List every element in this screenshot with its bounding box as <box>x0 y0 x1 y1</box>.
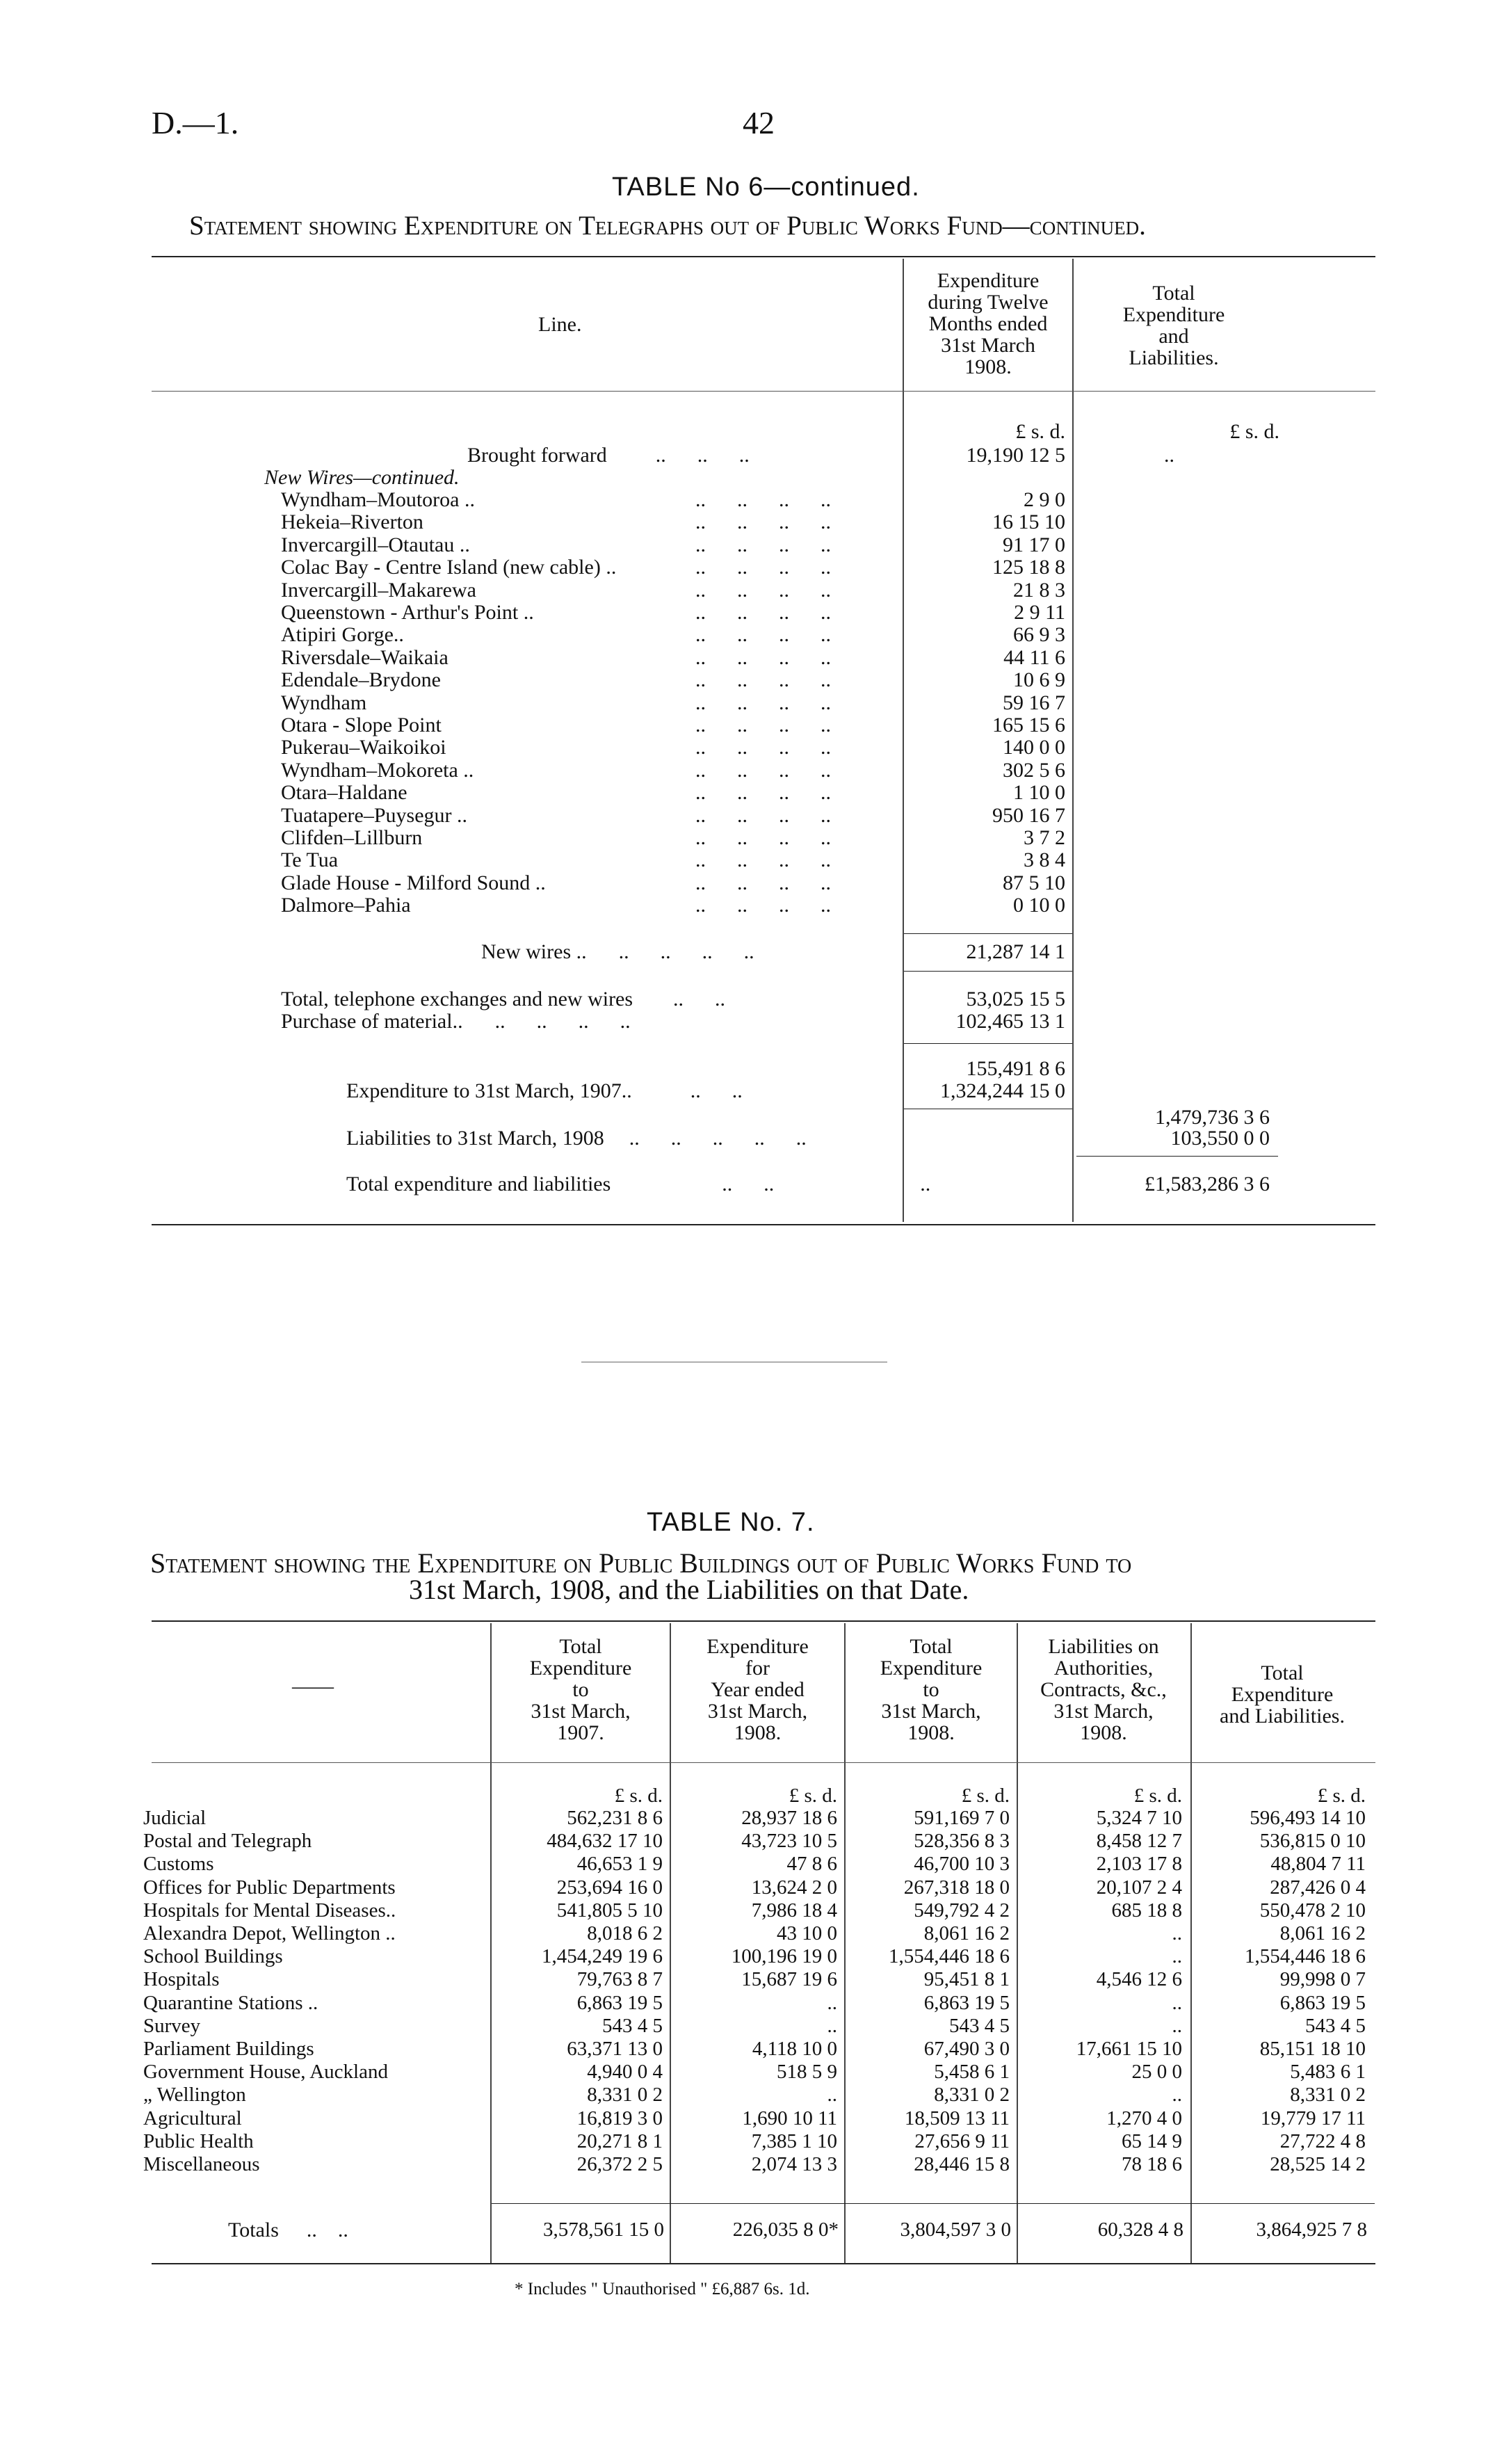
table7-cell: 27,656 9 11 <box>914 2129 1010 2152</box>
table6-row-value: 91 17 0 <box>1003 533 1065 556</box>
table6-row-leader: .. .. .. .. <box>695 714 831 736</box>
table7-cell: 8,331 0 2 <box>587 2084 663 2107</box>
table7-col-header-line: Contracts, &c., <box>1040 1678 1167 1701</box>
table7-cell: .. <box>1172 2014 1182 2037</box>
table7-total-cell: 3,804,597 3 0 <box>900 2219 1011 2241</box>
table6-row-value: 87 5 10 <box>1003 871 1065 894</box>
table6-row-value: 302 5 6 <box>1003 758 1065 782</box>
table7-cell: 85,151 18 10 <box>1259 2038 1366 2060</box>
liabilities-rule <box>1076 1156 1278 1157</box>
table6-row-value: 44 11 6 <box>1003 645 1065 669</box>
table7-col-header-line: Year ended <box>711 1678 805 1701</box>
table7-cell: 28,937 18 6 <box>741 1807 837 1829</box>
table7-cell: 543 4 5 <box>602 2014 663 2037</box>
table7-col-header-line: for <box>745 1657 770 1680</box>
table7-cell: 43,723 10 5 <box>741 1830 837 1853</box>
table7-top-rule <box>152 1620 1375 1622</box>
table6-row-label: Pukerau–Waikoikoi <box>281 736 446 759</box>
table7-cell: 28,525 14 2 <box>1270 2153 1366 2175</box>
table7-cell: 1,454,249 19 6 <box>542 1945 663 1968</box>
grand-total-value: £1,583,286 3 6 <box>1145 1173 1270 1195</box>
table7-cell: 685 18 8 <box>1111 1899 1182 1922</box>
table7-cell: 8,331 0 2 <box>1290 2084 1366 2107</box>
table7-row-label: Hospitals for Mental Diseases.. <box>143 1899 396 1922</box>
table6-header-rule <box>152 391 1375 392</box>
table7-cell: 484,632 17 10 <box>547 1830 663 1853</box>
subtotal-rule <box>904 1043 1072 1044</box>
table7-cell: .. <box>1172 1945 1182 1968</box>
table6-row-value: 125 18 8 <box>992 556 1065 579</box>
table6-statement: Statement showing Expenditure on Telegraphs out of Public Works Fund—continued. <box>189 211 1146 241</box>
table7-cell: 17,661 15 10 <box>1076 2038 1182 2060</box>
table7-cell: .. <box>827 2014 837 2037</box>
table6-bottom-rule <box>152 1224 1375 1225</box>
brought-forward-label: Brought forward .. .. .. <box>467 444 750 467</box>
table6-row-leader: .. .. .. .. <box>695 533 831 556</box>
table7-cell: 25 0 0 <box>1131 2061 1182 2084</box>
table7-col-header-line: 31st March, <box>707 1700 808 1723</box>
table6-row-leader: .. .. .. .. <box>695 691 831 714</box>
table6-row-value: 2 9 0 <box>1024 488 1065 511</box>
table6-units-total: £ s. d. <box>1229 420 1279 443</box>
table7-row-label: Postal and Telegraph <box>143 1830 312 1853</box>
table6-top-rule <box>152 256 1375 257</box>
table7-row-label: Customs <box>143 1853 214 1876</box>
table6-row-leader: .. .. .. .. <box>695 645 831 669</box>
table6-row-label: Invercargill–Otautau .. <box>281 533 470 556</box>
table7-cell: 543 4 5 <box>949 2014 1010 2037</box>
table7-cell: 1,270 4 0 <box>1106 2107 1182 2129</box>
page-number: 42 <box>743 105 775 140</box>
table7-cell: 95,451 8 1 <box>923 1968 1010 1991</box>
table7-cell: 541,805 5 10 <box>556 1899 663 1922</box>
table6-row-label: Clifden–Lillburn <box>281 826 423 849</box>
table7-cell: 1,554,446 18 6 <box>889 1945 1010 1968</box>
table7-row-label: Parliament Buildings <box>143 2038 314 2060</box>
liabilities-label: Liabilities to 31st March, 1908 .. .. .. .. .. <box>346 1127 807 1150</box>
table6-heading: TABLE No 6—continued. <box>612 172 920 202</box>
table7-cell: 18,509 13 11 <box>904 2107 1010 2129</box>
table7-units: £ s. d. <box>961 1785 1010 1807</box>
table6-col-divider <box>903 259 904 1222</box>
subtotal-value: 155,491 8 6 <box>966 1057 1065 1080</box>
table7-row-label: Government House, Auckland <box>143 2061 388 2084</box>
table6-row-value: 66 9 3 <box>1013 623 1065 647</box>
new-wires-rule-bottom <box>904 971 1072 972</box>
table6-row-value: 1 10 0 <box>1013 781 1065 805</box>
table7-total-cell: 3,578,561 15 0 <box>543 2219 664 2241</box>
table6-row-value: 10 6 9 <box>1013 668 1065 692</box>
table7-cell: 4,546 12 6 <box>1096 1968 1182 1991</box>
table6-row-leader: .. .. .. .. <box>695 826 831 849</box>
table6-row-label: Invercargill–Makarewa <box>281 578 476 602</box>
table7-total-cell: 226,035 8 0* <box>732 2219 839 2241</box>
table7-cell: 7,385 1 10 <box>751 2129 837 2152</box>
table7-footnote: * Includes " Unauthorised " £6,887 6s. 1d. <box>515 2280 810 2298</box>
table7-cell: 1,554,446 18 6 <box>1245 1945 1366 1968</box>
table7-row-label: Public Health <box>143 2129 254 2152</box>
table7-cell: 46,700 10 3 <box>914 1853 1010 1876</box>
table7-cell: 100,196 19 0 <box>731 1945 837 1968</box>
table7-statement-line2: 31st March, 1908, and the Liabilities on that Date. <box>409 1574 969 1605</box>
page-ref: D.—1. <box>152 105 239 140</box>
table6-row-leader: .. .. .. .. <box>695 758 831 782</box>
table7-cell: 16,819 3 0 <box>576 2107 663 2129</box>
table7-row-label: Miscellaneous <box>143 2153 260 2175</box>
table7-row-label: Quarantine Stations .. <box>143 1991 318 2014</box>
table7-cell: 47 8 6 <box>786 1853 837 1876</box>
table7-cell: 6,863 19 5 <box>576 1991 663 2014</box>
table7-cell: 2,103 17 8 <box>1096 1853 1182 1876</box>
table7-row-label: Alexandra Depot, Wellington .. <box>143 1922 396 1944</box>
table7-cell: 26,372 2 5 <box>576 2153 663 2175</box>
table6-row-leader: .. .. .. .. <box>695 623 831 647</box>
table7-col-header-line: 31st March, <box>881 1700 981 1723</box>
table6-row-leader: .. .. .. .. <box>695 578 831 602</box>
table7-heading: TABLE No. 7. <box>647 1508 815 1537</box>
table7-total-cell: 60,328 4 8 <box>1097 2219 1183 2241</box>
table7-col-header-line: 31st March, <box>531 1700 631 1723</box>
table7-col-header-line: Total <box>1261 1661 1304 1684</box>
table7-cell: 287,426 0 4 <box>1270 1876 1366 1899</box>
new-wires-value: 21,287 14 1 <box>966 940 1065 963</box>
table7-cell: 4,118 10 0 <box>752 2038 837 2060</box>
table7-cell: 6,863 19 5 <box>923 1991 1010 2014</box>
table6-row-leader: .. .. .. .. <box>695 736 831 759</box>
table7-col-header-line: 1908. <box>1080 1721 1127 1744</box>
table7-cell: 19,779 17 11 <box>1260 2107 1366 2129</box>
table7-cell: 8,331 0 2 <box>934 2084 1010 2107</box>
table7-cell: 518 5 9 <box>777 2061 837 2084</box>
table6-row-label: Otara–Haldane <box>281 781 407 805</box>
table7-cell: 27,722 4 8 <box>1279 2129 1366 2152</box>
table7-cell: 79,763 8 7 <box>576 1968 663 1991</box>
table7-cell: .. <box>827 2084 837 2107</box>
table6-row-label: Tuatapere–Puysegur .. <box>281 803 468 827</box>
table6-row-label: Otara - Slope Point <box>281 714 442 736</box>
table7-row-label: Offices for Public Departments <box>143 1876 396 1899</box>
exp-1907-total: 1,479,736 3 6 <box>1155 1106 1270 1129</box>
table7-totals-rule <box>492 2203 1375 2204</box>
table6-units-exp: £ s. d. <box>1015 420 1065 443</box>
table6-row-leader: .. .. .. .. <box>695 556 831 579</box>
table7-col-header <box>1018 1636 1189 1744</box>
table7-cell: 549,792 4 2 <box>914 1899 1010 1922</box>
table7-cell: 5,324 7 10 <box>1096 1807 1182 1829</box>
table6-row-leader: .. .. .. .. <box>695 488 831 511</box>
brought-forward-value: 19,190 12 5 <box>966 444 1065 467</box>
table7-cell: 528,356 8 3 <box>914 1830 1010 1853</box>
telephone-exchanges-label: Total, telephone exchanges and new wires .. .. <box>281 988 726 1010</box>
brought-forward-total: .. <box>1164 444 1174 467</box>
table7-cell: 99,998 0 7 <box>1279 1968 1366 1991</box>
table6-row-label: Riversdale–Waikaia <box>281 645 449 669</box>
table7-cell: 6,863 19 5 <box>1279 1991 1366 2014</box>
table7-cell: 63,371 13 0 <box>567 2038 663 2060</box>
table6-row-value: 21 8 3 <box>1013 578 1065 602</box>
table7-units: £ s. d. <box>614 1785 663 1807</box>
table7-col-header-line: to <box>572 1678 589 1701</box>
table6-row-value: 3 7 2 <box>1024 826 1065 849</box>
table7-col-header-line: Liabilities on <box>1048 1635 1159 1658</box>
table6-row-label: Edendale–Brydone <box>281 668 441 692</box>
table6-row-value: 59 16 7 <box>1003 691 1065 714</box>
table6-row-value: 165 15 6 <box>992 714 1065 736</box>
table7-cell: 267,318 18 0 <box>903 1876 1010 1899</box>
table7-cell: 20,271 8 1 <box>576 2129 663 2152</box>
table7-col-header <box>846 1636 1017 1744</box>
new-wires-rule <box>904 933 1072 934</box>
table7-total-cell: 3,864,925 7 8 <box>1256 2219 1367 2241</box>
table7-row-label: Agricultural <box>143 2107 242 2129</box>
table6-row-leader: .. .. .. .. <box>695 510 831 534</box>
table6-section-title: New Wires—continued. <box>264 466 460 489</box>
table7-cell: 550,478 2 10 <box>1259 1899 1366 1922</box>
table7-col-header-line: 1907. <box>557 1721 604 1744</box>
table7-cell: .. <box>1172 2084 1182 2107</box>
table6-row-label: Wyndham–Moutoroa .. <box>281 488 475 511</box>
table7-cell: 8,061 16 2 <box>923 1922 1010 1944</box>
new-wires-label: New wires .. .. .. .. .. <box>481 940 754 963</box>
table7-cell: 543 4 5 <box>1305 2014 1366 2037</box>
table7-cell: 5,458 6 1 <box>934 2061 1010 2084</box>
table6-row-value: 140 0 0 <box>1003 736 1065 759</box>
purchase-material-value: 102,465 13 1 <box>955 1010 1065 1033</box>
table7-col-header-line: Expenditure <box>880 1657 983 1680</box>
table7-cell: 591,169 7 0 <box>914 1807 1010 1829</box>
table6-row-leader: .. .. .. .. <box>695 781 831 805</box>
table7-bottom-rule <box>152 2263 1375 2264</box>
table6-col-exp-header: Expenditure during Twelve Months ended 31st March 1908. <box>928 269 1049 378</box>
table7-cell: 20,107 2 4 <box>1096 1876 1182 1899</box>
table7-cell: .. <box>1172 1991 1182 2014</box>
table7-cell: 15,687 19 6 <box>741 1968 837 1991</box>
table6-row-value: 2 9 11 <box>1014 601 1065 624</box>
table6-row-label: Atipiri Gorge.. <box>281 623 404 647</box>
table7-col-header-line: and Liabilities. <box>1220 1705 1345 1728</box>
table7-col-header-line: Expenditure <box>529 1657 632 1680</box>
table7-blank-header: —— <box>292 1675 334 1698</box>
table6-row-leader: .. .. .. .. <box>695 894 831 917</box>
table7-units: £ s. d. <box>1317 1785 1366 1807</box>
table7-cell: 43 10 0 <box>777 1922 837 1944</box>
table7-col-header-line: to <box>923 1678 939 1701</box>
purchase-material-label: Purchase of material.. .. .. .. .. <box>281 1010 631 1033</box>
table6-row-leader: .. .. .. .. <box>695 848 831 872</box>
table7-cell: 253,694 16 0 <box>556 1876 663 1899</box>
table7-cell: 67,490 3 0 <box>923 2038 1010 2060</box>
table7-col-header <box>1192 1662 1373 1727</box>
table7-cell: 2,074 13 3 <box>751 2153 837 2175</box>
table7-col-header-line: 1908. <box>907 1721 955 1744</box>
table6-row-label: Wyndham–Mokoreta .. <box>281 758 474 782</box>
table6-row-value: 0 10 0 <box>1013 894 1065 917</box>
table7-col-header-line: Expenditure <box>706 1635 809 1658</box>
table7-units: £ s. d. <box>789 1785 837 1807</box>
table7-cell: 1,690 10 11 <box>742 2107 837 2129</box>
table7-cell: 8,018 6 2 <box>587 1922 663 1944</box>
table6-row-leader: .. .. .. .. <box>695 803 831 827</box>
table7-col-header-line: 1908. <box>734 1721 782 1744</box>
table7-col-header-line: Total <box>910 1635 953 1658</box>
table7-row-label: Survey <box>143 2014 201 2037</box>
totals-label: Totals .. .. <box>228 2219 348 2241</box>
table7-cell: 596,493 14 10 <box>1250 1807 1366 1829</box>
grand-total-label: Total expenditure and liabilities .. .. .. <box>346 1173 931 1195</box>
table6-row-label: Te Tua <box>281 848 339 872</box>
table7-cell: 536,815 0 10 <box>1259 1830 1366 1853</box>
table7-cell: 65 14 9 <box>1122 2129 1182 2152</box>
table6-col-line-header: Line. <box>538 313 582 336</box>
table6-row-value: 950 16 7 <box>992 803 1065 827</box>
table7-col-header-line: Total <box>559 1635 602 1658</box>
exp-1907-value: 1,324,244 15 0 <box>940 1079 1065 1102</box>
table6-row-leader: .. .. .. .. <box>695 668 831 692</box>
table6-col-divider <box>1072 259 1074 1222</box>
table7-cell: 8,458 12 7 <box>1096 1830 1182 1853</box>
telephone-exchanges-value: 53,025 15 5 <box>966 988 1065 1010</box>
table7-col-header-line: 31st March, <box>1053 1700 1154 1723</box>
table7-cell: .. <box>1172 1922 1182 1944</box>
table7-row-label: Hospitals <box>143 1968 220 1991</box>
table6-col-total-header: Total Expenditure and Liabilities. <box>1122 282 1225 369</box>
table7-cell: 8,061 16 2 <box>1279 1922 1366 1944</box>
table6-row-label: Colac Bay - Centre Island (new cable) .. <box>281 556 617 579</box>
table7-row-label: „ Wellington <box>143 2084 246 2107</box>
table6-row-label: Dalmore–Pahia <box>281 894 411 917</box>
table7-cell: 28,446 15 8 <box>914 2153 1010 2175</box>
table6-row-value: 16 15 10 <box>992 510 1065 534</box>
table6-row-label: Hekeia–Riverton <box>281 510 423 534</box>
table7-cell: 562,231 8 6 <box>567 1807 663 1829</box>
table7-col-header-line: Expenditure <box>1231 1683 1334 1706</box>
table7-cell: 5,483 6 1 <box>1290 2061 1366 2084</box>
table6-row-label: Queenstown - Arthur's Point .. <box>281 601 534 624</box>
table7-row-label: School Buildings <box>143 1945 283 1968</box>
table7-cell: 46,653 1 9 <box>576 1853 663 1876</box>
table7-units: £ s. d. <box>1133 1785 1182 1807</box>
table6-row-label: Glade House - Milford Sound .. <box>281 871 546 894</box>
table6-row-value: 3 8 4 <box>1024 848 1065 872</box>
table7-col-header-line: Authorities, <box>1053 1657 1154 1680</box>
table7-cell: 7,986 18 4 <box>751 1899 837 1922</box>
table7-cell: 4,940 0 4 <box>587 2061 663 2084</box>
table7-header-rule <box>152 1762 1375 1763</box>
table7-cell: 48,804 7 11 <box>1270 1853 1366 1876</box>
table7-row-label: Judicial <box>143 1807 207 1829</box>
table7-col-header <box>671 1636 844 1744</box>
table7-statement-line1: Statement showing the Expenditure on Public Buildings out of Public Works Fund to <box>150 1547 1132 1579</box>
table6-row-leader: .. .. .. .. <box>695 601 831 624</box>
table6-row-label: Wyndham <box>281 691 367 714</box>
table7-cell: 13,624 2 0 <box>751 1876 837 1899</box>
liabilities-total: 103,550 0 0 <box>1170 1127 1270 1150</box>
table6-row-leader: .. .. .. .. <box>695 871 831 894</box>
table7-cell: 78 18 6 <box>1122 2153 1182 2175</box>
table7-col-header <box>492 1636 670 1744</box>
table7-cell: .. <box>827 1991 837 2014</box>
exp-1907-label: Expenditure to 31st March, 1907.. .. .. <box>346 1079 743 1102</box>
